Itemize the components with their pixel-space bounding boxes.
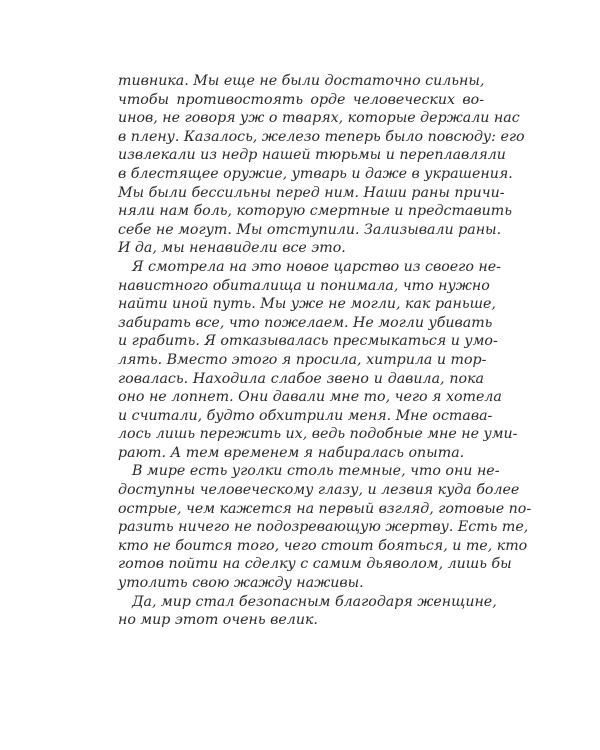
- text-line: В мире есть уголки столь темные, что они не-: [132, 463, 500, 480]
- text-line: няли нам боль, которую смертные и представить: [118, 203, 512, 220]
- text-line: и грабить. Я отказывалась пресмыкаться и умо-: [118, 333, 498, 350]
- text-line: инов, не говоря уж о тварях, которые держали нас: [118, 110, 520, 127]
- text-line: доступны человеческому глазу, и лезвия куда более: [118, 482, 520, 499]
- text-line: Мы были бессильны перед ним. Наши раны причи-: [118, 184, 505, 201]
- text-line: найти иной путь. Мы уже не могли, как раньше,: [118, 296, 496, 313]
- text-line: в блестящее оружие, утварь и даже в украшения.: [118, 165, 513, 182]
- text-line: навистного обиталища и понимала, что нужно: [118, 277, 490, 294]
- paragraph-4: [118, 593, 497, 630]
- text-line: И да, мы ненавидели все это.: [118, 240, 346, 257]
- text-line: Я смотрела на это новое царство из своего не-: [132, 258, 501, 275]
- text-line: чтобы противостоять орде человеческих во-: [118, 91, 484, 108]
- text-line: говалась. Находила слабое звено и давила, пока: [118, 370, 484, 387]
- body-text: [118, 72, 532, 630]
- text-line: кто не боится того, чего стоит бояться, и те, кто: [118, 537, 528, 554]
- text-line: рают. А тем временем я набиралась опыта.: [118, 444, 465, 461]
- text-line: острые, чем кажется на первый взгляд, готовые по-: [118, 500, 532, 517]
- text-line: извлекали из недр нашей тюрьмы и переплавляли: [118, 147, 506, 164]
- text-line: оно не лопнет. Они давали мне то, чего я хотела: [118, 389, 502, 406]
- paragraph-1: [118, 72, 525, 258]
- text-line: тивника. Мы еще не были достаточно сильны,: [118, 73, 485, 89]
- text-line: в плену. Казалось, железо теперь было повсюду: его: [118, 128, 525, 145]
- text-line: лось лишь пережить их, ведь подобные мне не уми-: [118, 426, 518, 443]
- text-line: Да, мир стал безопасным благодаря женщине,: [132, 593, 497, 610]
- text-line: себе не могут. Мы отступили. Зализывали раны.: [118, 221, 502, 238]
- paragraph-2: [118, 258, 518, 463]
- text-line: утолить свою жажду наживы.: [118, 575, 364, 592]
- text-line: но мир этот очень велик.: [118, 612, 318, 629]
- text-line: готов пойти на сделку с самим дьяволом, лишь бы: [118, 556, 512, 573]
- paragraph-3: [118, 462, 532, 592]
- text-line: разить ничего не подозревающую жертву. Есть те,: [118, 519, 529, 536]
- text-line: забирать все, что пожелаем. Не могли убивать: [118, 314, 493, 331]
- text-line: и считали, будто обхитрили меня. Мне остава-: [118, 407, 493, 424]
- text-line: лять. Вместо этого я просила, хитрила и тор-: [118, 351, 487, 368]
